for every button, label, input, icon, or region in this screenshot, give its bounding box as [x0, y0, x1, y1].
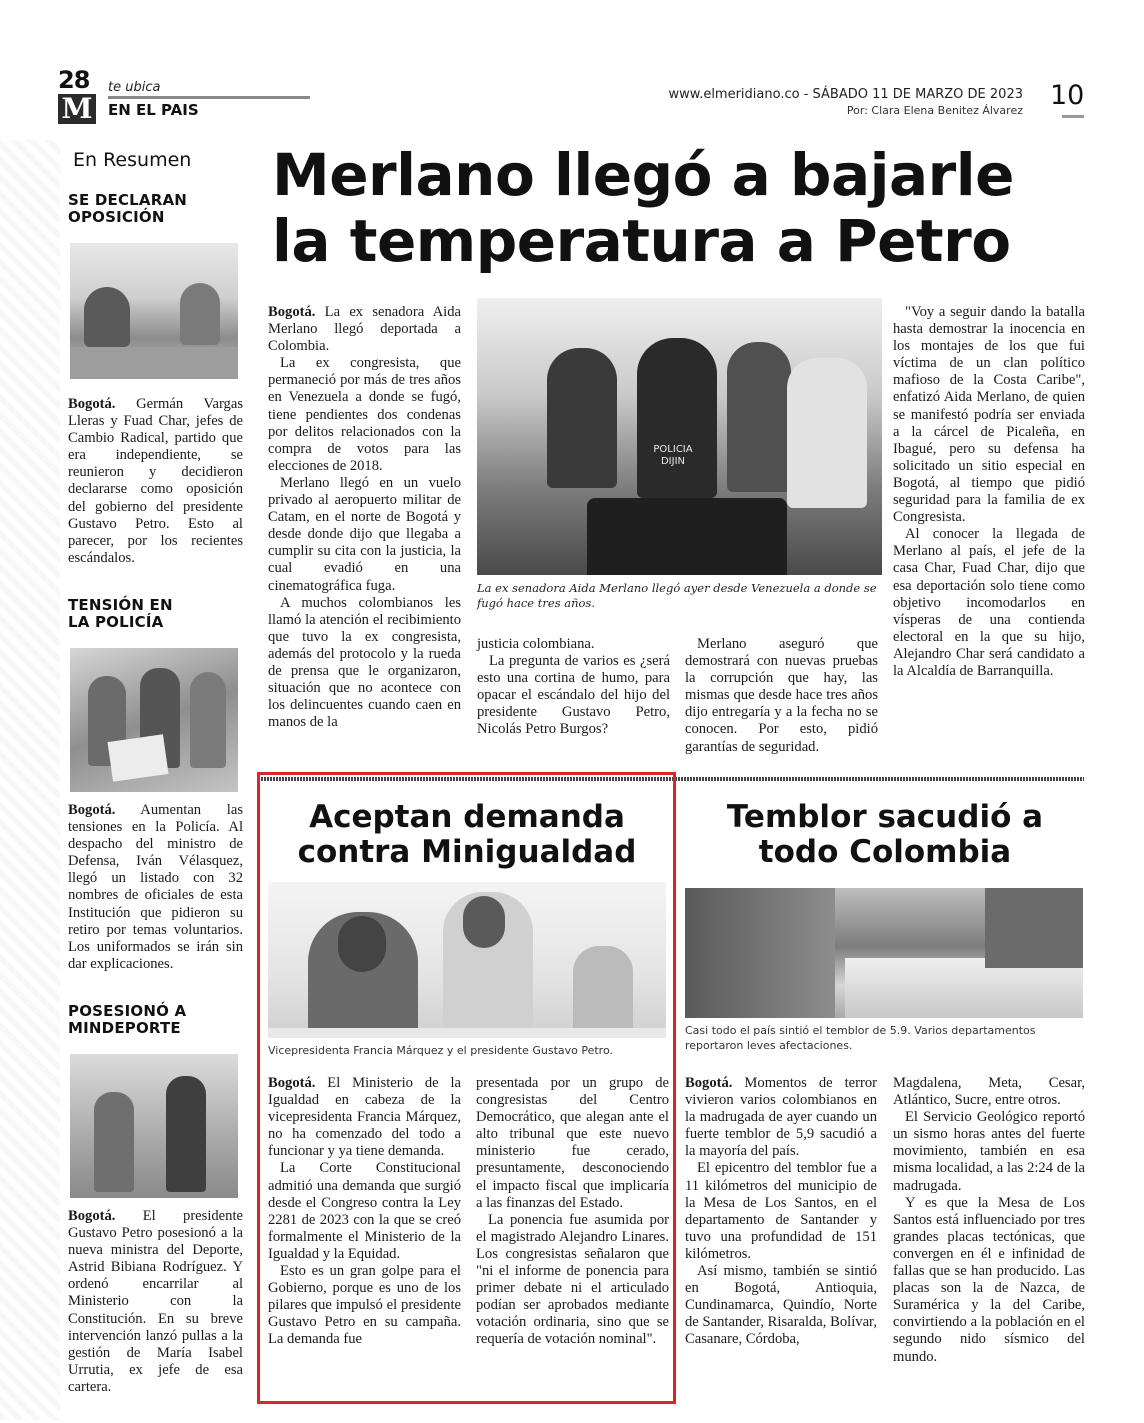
paragraph: Merlano aseguró que demostrará con nuevas pruebas la corrupción que hay, las mismas que desde hace tres años dijo entregaría y a la fecha no se conocen. Por esto, pidió garantías de seguridad.	[685, 636, 878, 755]
sidebar-photo-policia	[70, 648, 238, 792]
dateline: Bogotá.	[68, 396, 116, 412]
igualdad-photo	[268, 882, 666, 1038]
paragraph: Al conocer la llegada de Merlano al país, el jefe de la casa Char, Fuad Char, dijo que esa deportación solo tiene como objetivo incomodarlos en vísperas de una contienda electoral en la que su hijo, Alejandro Char será candidato a la Alcaldía de Barranquilla.	[893, 526, 1085, 679]
temblor-headline-line1: Temblor sacudió a	[726, 799, 1044, 835]
byline: Por: Clara Elena Benitez Álvarez	[846, 104, 1023, 117]
paragraph: Magdalena, Meta, Cesar, Atlántico, Sucre, entre otros.	[893, 1075, 1085, 1109]
page-number: 10	[1050, 80, 1085, 111]
sidebar-title: En Resumen	[73, 149, 192, 171]
dateline: Bogotá.	[268, 1075, 316, 1091]
paragraph: La pregunta de varios es ¿será esto una cortina de humo, para opacar el escándalo del hijo del presidente Gustavo Petro, Nicolás Petro Burgos?	[477, 653, 670, 738]
paragraph: El Servicio Geológico reportó un sismo horas antes del fuerte movimiento, también en esa misma localidad, a las 2:24 de la madrugada.	[893, 1109, 1085, 1194]
main-story-col1	[268, 304, 461, 731]
temblor-headline-line2: todo Colombia	[758, 834, 1012, 870]
paragraph: A muchos colombianos les llamó la atención el recibimiento que tuvo la ex congresista, además del protocolo y la rueda de prensa que le organizaron, situación que no acontece con los delincuentes cuando caen en manos de la	[268, 594, 461, 731]
sidebar-body: Aumentan las tensiones en la Policía. Al despacho del ministro de Defensa, Iván Vélasquez, llegó un listado con 32 nombres de oficiales de esta Institución que pidieron su retiro por temas voluntarios. Los uniformados se irán sin dar explicaciones.	[68, 802, 243, 972]
masthead-logo	[58, 68, 98, 128]
temblor-photo-caption: Casi todo el país sintió el temblor de 5.9. Varios departamentos reportaron leves afectaciones.	[685, 1024, 1036, 1052]
paragraph: Esto es un gran golpe para el Gobierno, porque es uno de los pilares que impulsó el presidente Gustavo Petro en su campaña. La demanda fue	[268, 1263, 461, 1348]
header-rule	[108, 96, 310, 99]
tagline: te ubica	[108, 80, 161, 95]
section-title: EN EL PAIS	[108, 101, 199, 119]
temblor-col1	[685, 1075, 877, 1349]
main-headline	[272, 142, 1092, 274]
sidebar-body: Germán Vargas Lleras y Fuad Char, jefes de Cambio Radical, partido que era independiente, se reunieron y decidieron declararse como oposición del gobierno del presidente Gustavo Petro. Esto al parecer, por los recientes escándalos.	[68, 396, 243, 566]
paragraph: La ex congresista, que permaneció por más de tres años en Venezuela a donde se fugó, tiene pendientes dos condenas por delitos relacionados con la compra de votos para las elecciones de 2018.	[268, 355, 461, 474]
site-and-date: www.elmeridiano.co - SÁBADO 11 DE MARZO DE 2023	[668, 87, 1023, 102]
main-story-col4	[893, 304, 1085, 680]
paragraph: justicia colombiana.	[477, 636, 595, 652]
paragraph: Así mismo, también se sintió en Bogotá, Antioquia, Cundinamarca, Quindío, Norte de Santander, Risaralda, Bolívar, Casanare, Córdoba,	[685, 1263, 877, 1348]
paragraph: Momentos de terror vivieron varios colombianos en la madrugada de ayer cuando un fuerte temblor de 5,9 sacudió a la mayoría del país.	[685, 1075, 877, 1160]
igualdad-headline	[262, 800, 672, 870]
logo-letter: M	[58, 94, 96, 124]
temblor-col2	[893, 1075, 1085, 1366]
main-story-col3	[685, 636, 878, 756]
paragraph: El epicentro del temblor fue a 11 kilómetros del municipio de la Mesa de Los Santos, en el departamento de Santander y tuvo una profundidad de 151 kilómetros.	[685, 1160, 877, 1262]
main-photo-caption: La ex senadora Aida Merlano llegó ayer desde Venezuela a donde se fugó hace tres años.	[477, 581, 877, 610]
paragraph: La ponencia fue asumida por el magistrado Alejandro Linares. Los congresistas señalaron que "ni el informe de ponencia para primer debate ni el articulado podían ser aprobados mediante votación ordinaria, sino que se requería de votación nominal".	[476, 1211, 669, 1348]
paragraph: La Corte Constitucional admitió una demanda que surgió desde el Congreso contra la Ley 2281 de 2023 con la que se creó formalmente el Ministerio de la Igualdad y la Equidad.	[268, 1160, 461, 1262]
igualdad-col1	[268, 1075, 461, 1349]
igualdad-headline-line2: contra Minigualdad	[297, 834, 637, 870]
paragraph: "Voy a seguir dando la batalla hasta demostrar la inocencia en los montajes de los que fui víctima de un clan político mafioso de la Costa Caribe", enfatizó Aida Merlano, de quien se manifestó podría ser enviada a la cárcel de Picaleña, en Ibagué, pero su defensa ha solicitado un sitio especial en Bogotá, al tiempo que pidió seguridad para la familia de ex Congresista.	[893, 304, 1085, 526]
sidebar-photo-oposicion	[70, 243, 238, 379]
sidebar-heading-oposicion: SE DECLARAN OPOSICIÓN	[68, 191, 188, 226]
page-number-rule	[1062, 115, 1084, 118]
igualdad-photo-caption: Vicepresidenta Francia Márquez y el presidente Gustavo Petro.	[268, 1044, 613, 1057]
main-headline-line2: la temperatura a Petro	[272, 207, 1011, 275]
paragraph: La ex senadora Aida Merlano llegó deportada a Colombia.	[268, 304, 461, 355]
vest-label: POLICIA DIJIN	[653, 444, 693, 467]
paragraph: El Ministerio de la Igualdad en cabeza de la vicepresidenta Francia Márquez, no ha comenzado del todo a funcionar y ya tiene demanda.	[268, 1075, 461, 1160]
background-pattern	[0, 140, 60, 1420]
temblor-headline	[685, 800, 1085, 870]
paragraph: Y es que la Mesa de Los Santos está influenciado por tres grandes placas tectónicas, que convergen en él e infinidad de fallas que se han producido. Las placas son la de Nazca, de Suramérica y la del Caribe, convirtiendo a la población en el segundo nido sísmico del mundo.	[893, 1194, 1085, 1365]
paragraph: Merlano llegó en un vuelo privado al aeropuerto militar de Catam, en el norte de Bogotá y desde donde dijo que llegaba a cumplir su cita con la justicia, la cual evadió en una cinematográfica fuga.	[268, 474, 461, 594]
dateline: Bogotá.	[685, 1075, 733, 1091]
sidebar-text-oposicion	[68, 396, 243, 567]
sidebar-photo-mindeporte	[70, 1054, 238, 1198]
igualdad-headline-line1: Aceptan demanda	[309, 799, 625, 835]
main-photo	[477, 298, 882, 575]
sidebar-heading-mindeporte: POSESIONÓ A MINDEPORTE	[68, 1002, 187, 1037]
igualdad-col2	[476, 1075, 669, 1349]
dateline: Bogotá.	[68, 1208, 116, 1224]
dateline: Bogotá.	[268, 304, 316, 320]
main-headline-line1: Merlano llegó a bajarle	[272, 141, 1014, 209]
page-label: 28	[58, 66, 90, 94]
paragraph: presentada por un grupo de congresistas del Centro Democrático, que alegan ante el alto tribunal que este nuevo ministerio fue cerado, presuntamente, desconociendo el impacto fiscal que implicaría a las finanzas del Estado.	[476, 1075, 669, 1211]
sidebar-text-mindeporte	[68, 1208, 243, 1396]
main-story-col2	[477, 636, 670, 739]
dateline: Bogotá.	[68, 802, 116, 818]
sidebar-body: El presidente Gustavo Petro posesionó a la nueva ministra del Deporte, Astrid Bibiana Rodríguez. Y ordenó encarrilar al Ministerio con la Constitución. En su breve intervención lanzó pullas a la gestión de María Isabel Urrutia, ex jefe de esa cartera.	[68, 1208, 243, 1395]
sidebar-heading-policia: TENSIÓN EN LA POLICÍA	[68, 596, 173, 631]
temblor-photo	[685, 888, 1083, 1018]
sidebar-text-policia	[68, 802, 243, 973]
